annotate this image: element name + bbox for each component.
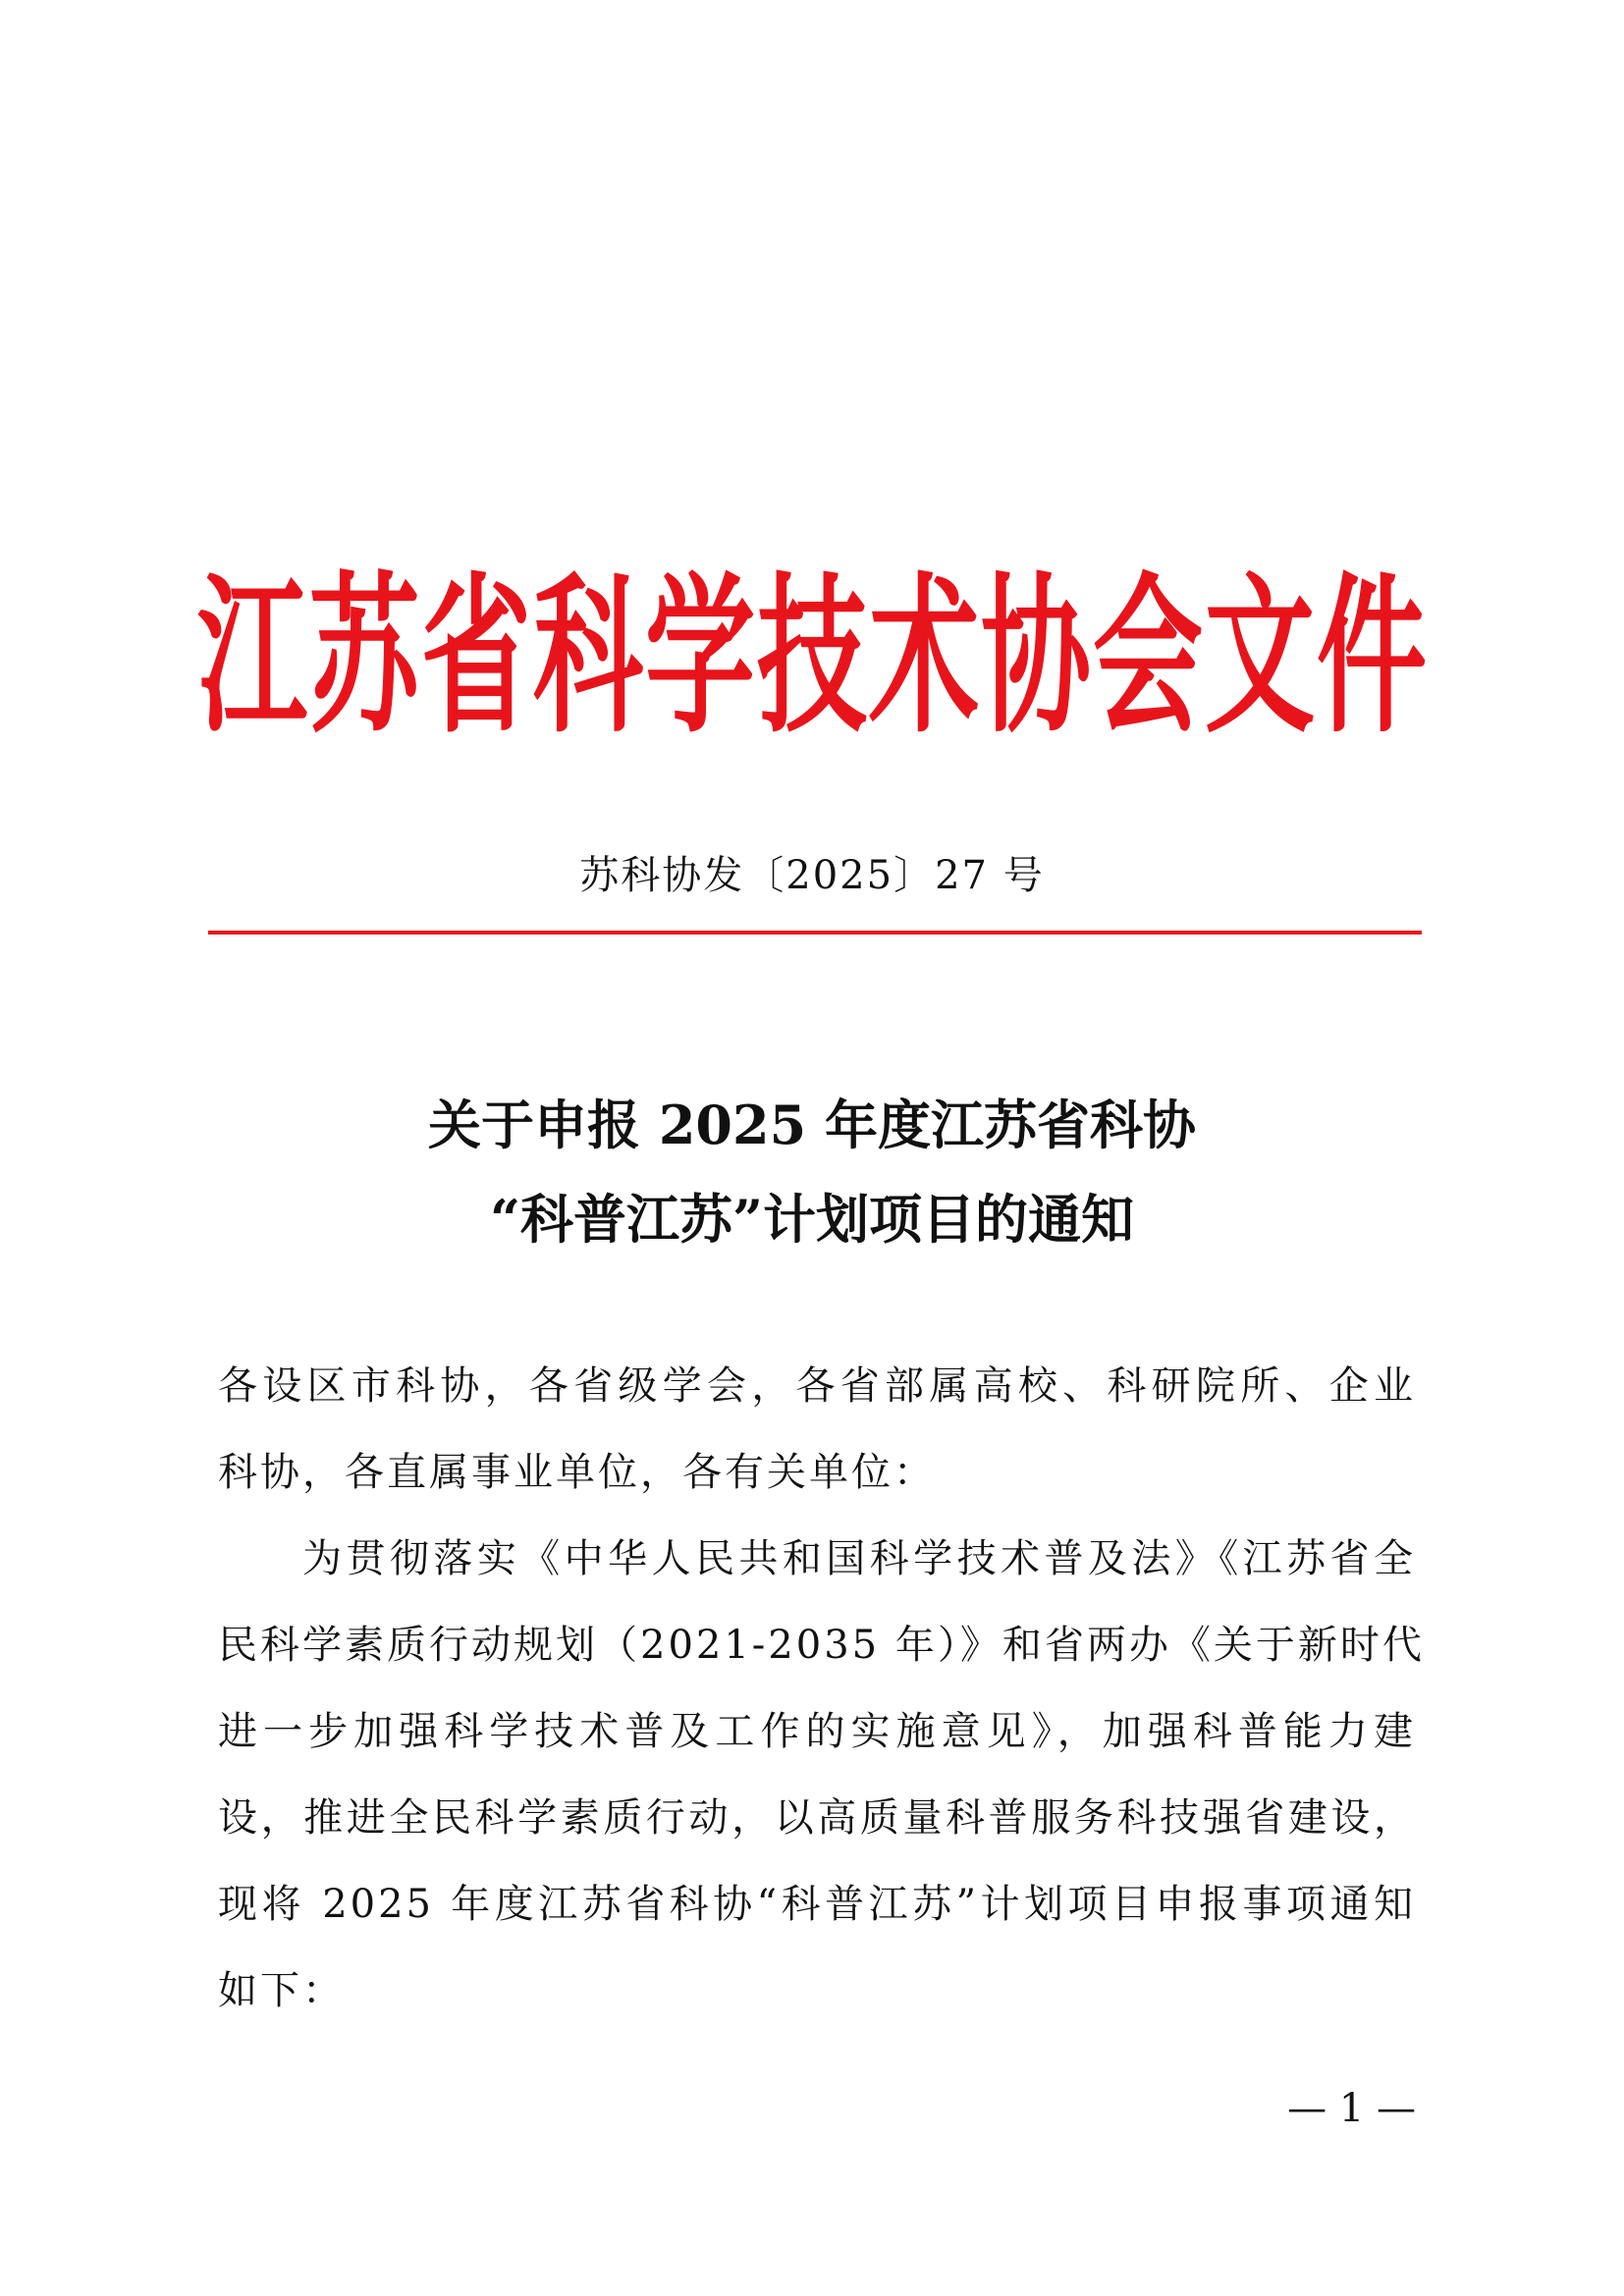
paragraph-line: 民科学素质行动规划（2021-2035 年）》和省两办《关于新时代 [218, 1623, 1425, 1668]
notice-body [218, 1343, 1425, 2034]
page-number: — 1 — [1287, 2086, 1416, 2131]
masthead-char: 术 [869, 559, 979, 757]
masthead-char: 技 [757, 559, 867, 757]
masthead-char: 学 [645, 559, 755, 757]
notice-title [0, 1078, 1624, 1266]
masthead-char: 文 [1205, 559, 1315, 757]
masthead-char: 科 [533, 559, 643, 757]
masthead-char: 苏 [309, 559, 419, 757]
paragraph-line: 现将 2025 年度江苏省科协“科普江苏”计划项目申报事项通知 [218, 1882, 1416, 1927]
recipients-line: 科协，各直属事业单位，各有关单位： [218, 1450, 936, 1495]
notice-title-line-1: 关于申报 2025 年度江苏省科协 [428, 1094, 1196, 1156]
recipients-line: 各设区市科协，各省级学会，各省部属高校、科研院所、企业 [218, 1363, 1416, 1409]
masthead-char: 江 [197, 559, 307, 757]
notice-title-line-2: “科普江苏”计划项目的通知 [489, 1188, 1135, 1251]
masthead-title [196, 550, 1428, 766]
paragraph-line: 进一步加强科学技术普及工作的实施意见》，加强科普能力建 [218, 1709, 1416, 1754]
masthead-char: 省 [421, 559, 531, 757]
document-number: 苏科协发〔2025〕27 号 [579, 853, 1045, 898]
masthead-char: 会 [1093, 559, 1203, 757]
paragraph-line: 设，推进全民科学素质行动，以高质量科普服务科技强省建设， [218, 1795, 1416, 1841]
masthead-char: 协 [981, 559, 1091, 757]
masthead-char: 件 [1317, 559, 1427, 757]
paragraph-line: 如下： [218, 1968, 345, 2013]
paragraph-line: 为贯彻落实《中华人民共和国科学技术普及法》《江苏省全 [302, 1536, 1416, 1581]
red-divider-line [208, 931, 1422, 934]
